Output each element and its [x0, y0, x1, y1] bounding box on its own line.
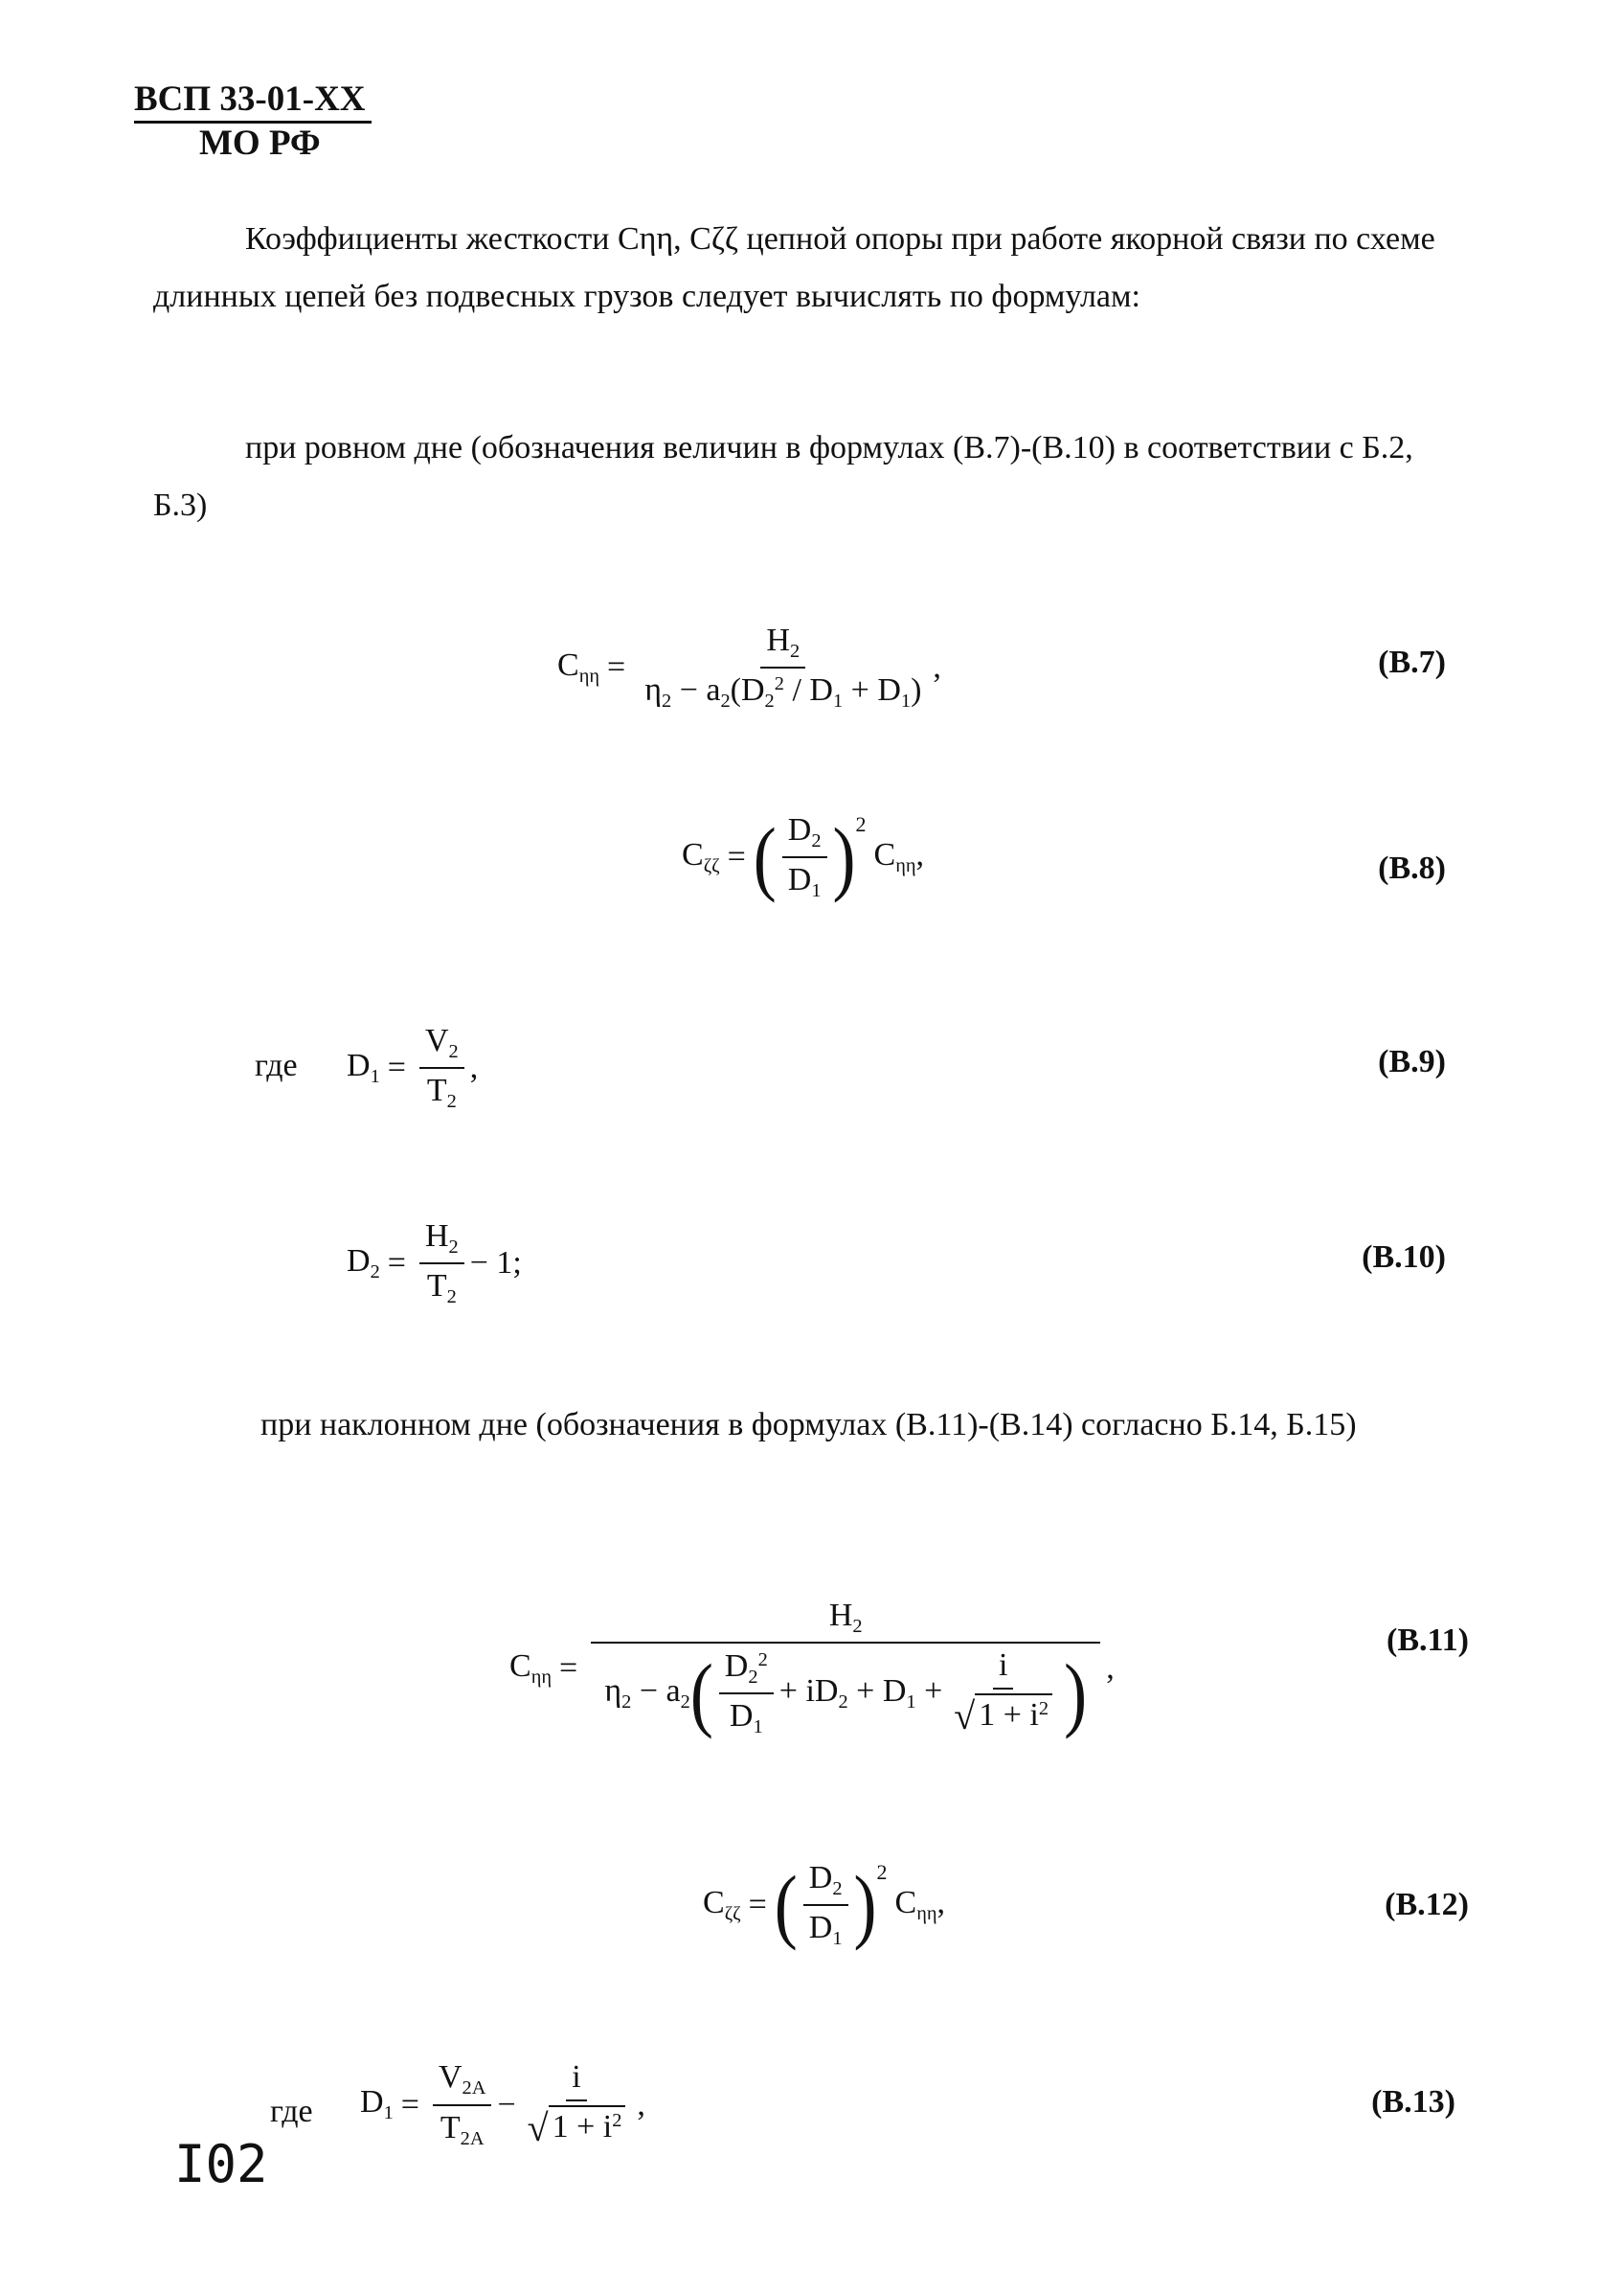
where-label-b13: где [270, 2094, 313, 2129]
paragraph-sloped-bottom: при наклонном дне (обозначения в формулах (В.11)-(В.14) согласно Б.14, Б.15) [260, 1407, 1357, 1442]
formula-b11: $C_{\eta\eta}$ = $H_2$ $\eta_2 - a_2$ ( $\frac{D_2^2}{D_1}$ + $iD_2 + D_1$ + i √ $1 + i^2$ ) , [509, 1598, 1115, 1739]
equation-number-b10: (В.10) [1362, 1239, 1446, 1275]
paragraph-flat-bottom: при ровном дне (обозначения величин в формулах (В.7)-(В.10) в соответствии с Б.2, Б.3) [153, 430, 1413, 523]
formula-b12: $C_{\zeta\zeta}$ = ( $\frac{D_2}{D_1}$ ) $^2$ $C_{\eta\eta}$, [703, 1859, 946, 1952]
formula-b8: $C_{\zeta\zeta}$ = ( $\frac{D_2}{D_1}$ ) $^2$ $C_{\eta\eta}$, [682, 811, 925, 904]
equation-number-b9: (В.9) [1378, 1044, 1446, 1079]
page-number: I02 [174, 2134, 268, 2194]
equation-number-b7: (В.7) [1378, 645, 1446, 680]
formula-b9: $D_1$ = $\frac{V_2}{T_2}$ , [347, 1023, 479, 1113]
formula-b13: $D_1$ = $\frac{V_{2A}}{T_{2A}}$ − i √ $1 + i^2$ , [360, 2059, 645, 2149]
formula-b10: $D_2$ = $\frac{H_2}{T_2}$ − 1; [347, 1218, 522, 1308]
paragraph-intro: Коэффициенты жесткости Cηη, Cζζ цепной опоры при работе якорной связи по схеме длинных цепей без подвесных грузов следует вычислять по формулам: [153, 221, 1435, 314]
formula-b7: $C_{\eta\eta}$ = $\frac{H_2}{\eta_2 - a_2(D_2^2 / D_1 + D_1)}$ , [557, 623, 941, 713]
equation-number-b11: (В.11) [1387, 1623, 1469, 1658]
where-label-b9: где [255, 1048, 298, 1083]
doc-org: МО РФ [199, 124, 321, 163]
doc-code: ВСП 33-01-ХХ [134, 79, 372, 124]
equation-number-b8: (В.8) [1378, 851, 1446, 886]
equation-number-b13: (В.13) [1371, 2084, 1455, 2120]
equation-number-b12: (В.12) [1385, 1887, 1469, 1922]
